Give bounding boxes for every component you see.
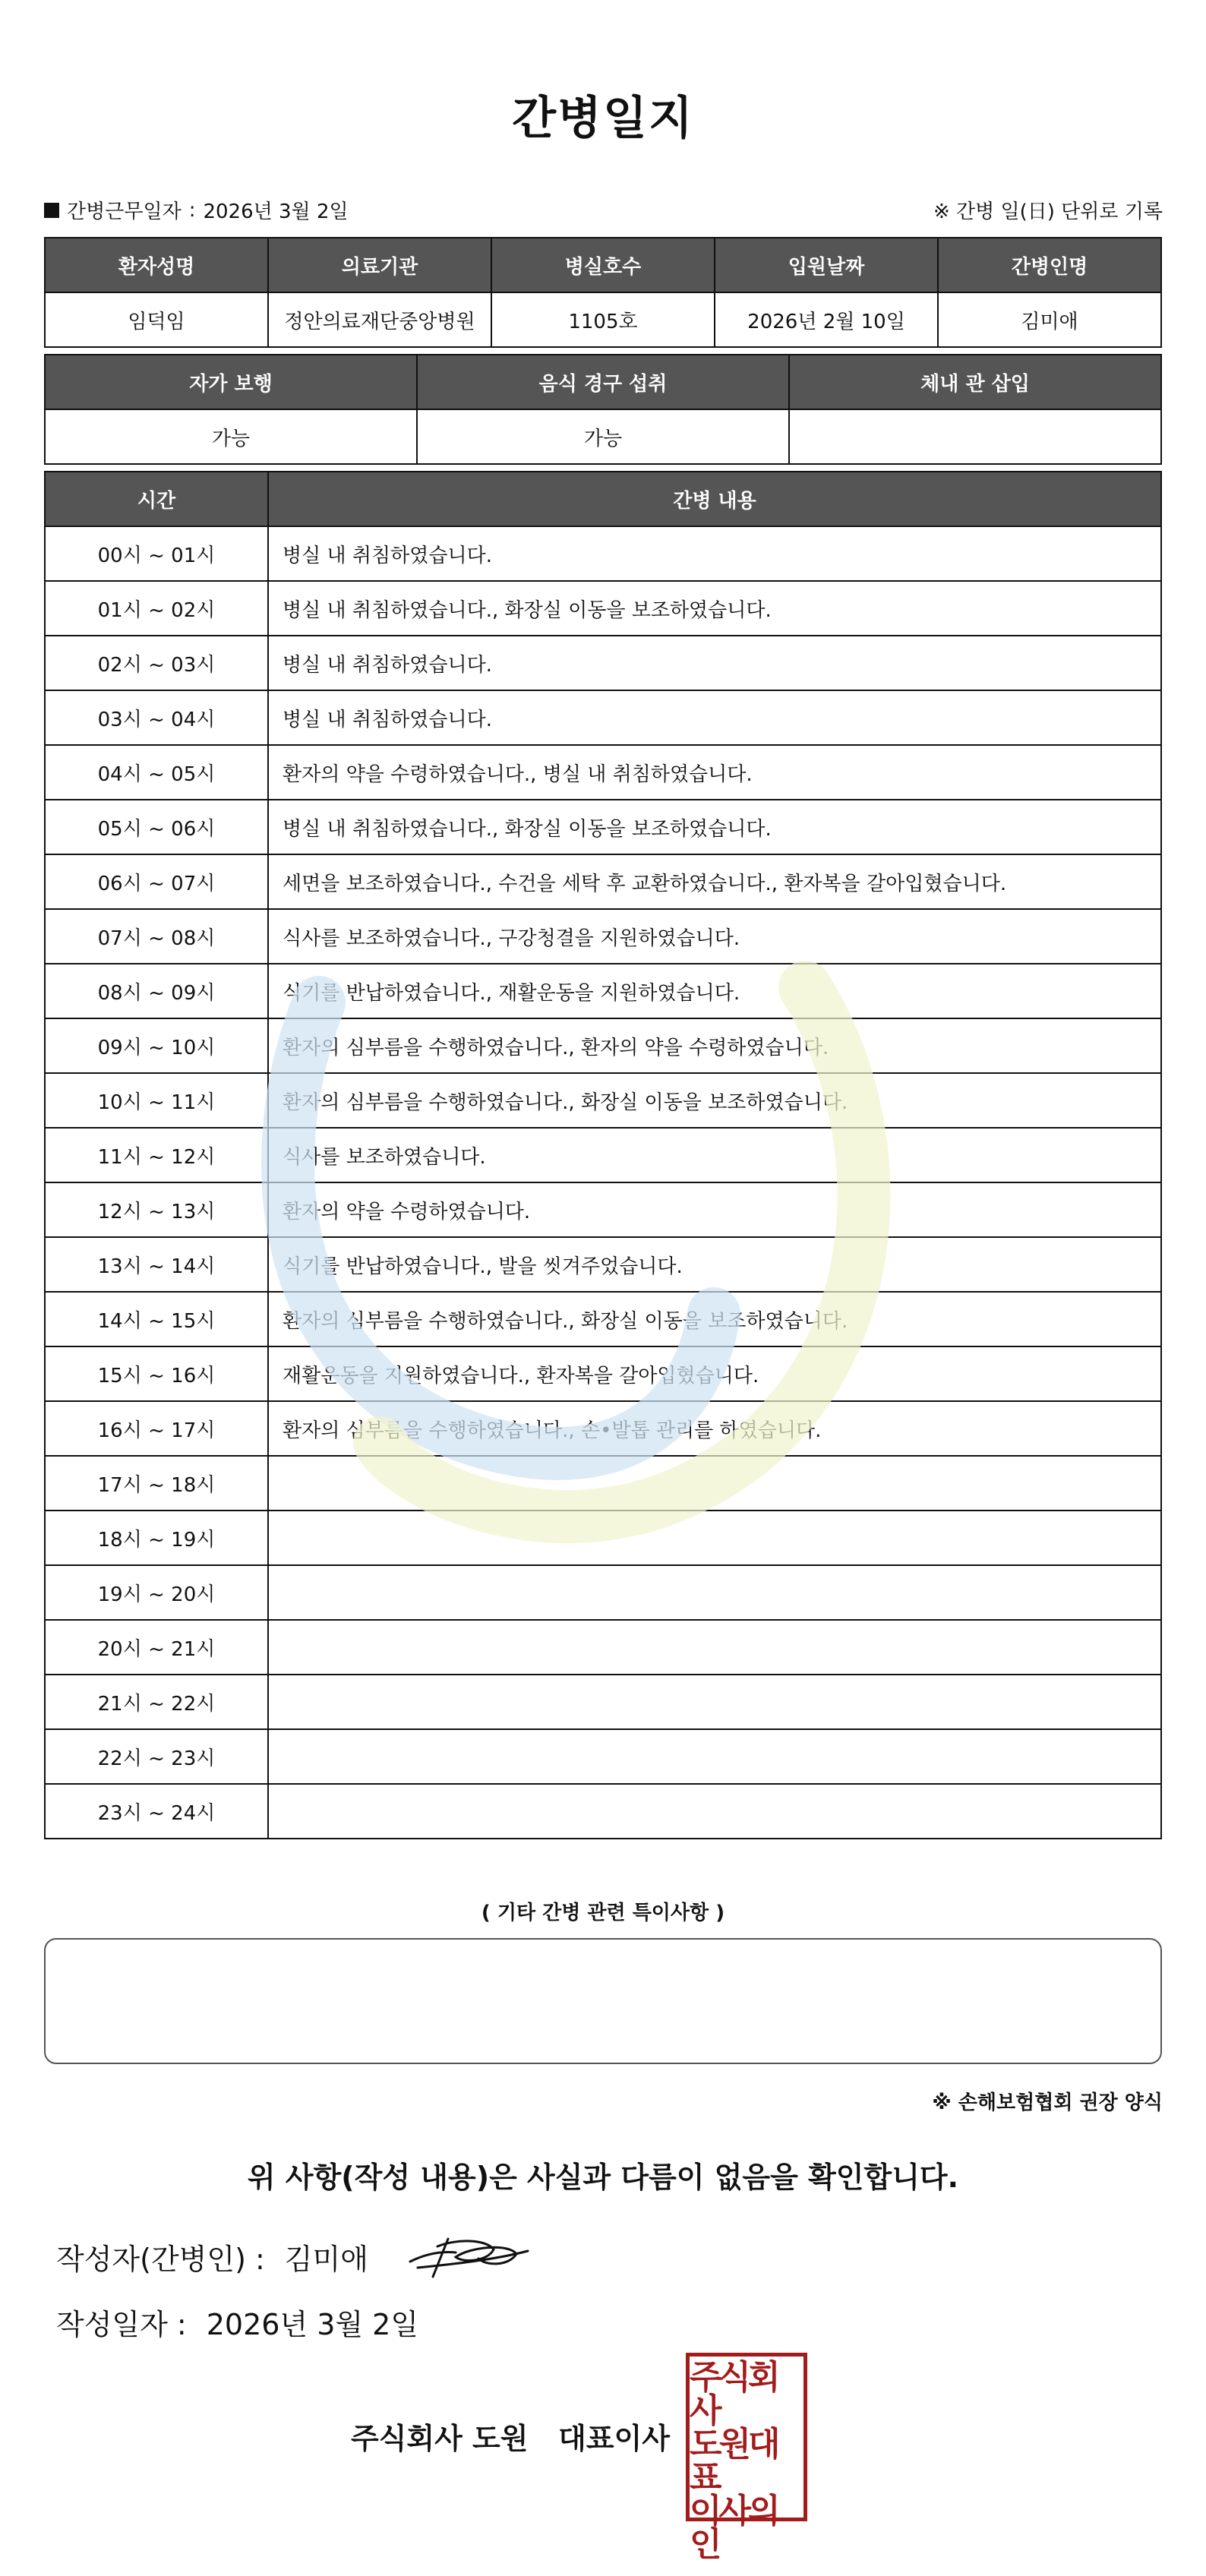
header-caregiver-name: 간병인명 xyxy=(938,238,1161,292)
care-content: 병실 내 취침하였습니다. xyxy=(268,690,1161,745)
time-slot: 04시 ~ 05시 xyxy=(45,745,268,800)
written-date-line xyxy=(56,2301,418,2343)
table-row xyxy=(45,1401,1161,1456)
time-slot: 17시 ~ 18시 xyxy=(45,1456,268,1511)
care-content: 병실 내 취침하였습니다. xyxy=(268,526,1161,581)
time-slot: 23시 ~ 24시 xyxy=(45,1784,268,1839)
time-slot: 02시 ~ 03시 xyxy=(45,636,268,690)
care-content: 병실 내 취침하였습니다. xyxy=(268,636,1161,690)
square-bullet-icon xyxy=(44,203,59,218)
time-slot: 03시 ~ 04시 xyxy=(45,690,268,745)
care-content xyxy=(268,1729,1161,1784)
care-content xyxy=(268,1784,1161,1839)
hospital-name: 정안의료재단중앙병원 xyxy=(268,292,491,347)
patient-name: 임덕임 xyxy=(45,292,268,347)
time-slot: 09시 ~ 10시 xyxy=(45,1018,268,1073)
writer-name: 김미애 xyxy=(284,2243,368,2276)
recommended-form-note: ※ 손해보험협회 권장 양식 xyxy=(932,2091,1163,2114)
time-slot: 08시 ~ 09시 xyxy=(45,964,268,1018)
time-slot: 14시 ~ 15시 xyxy=(45,1292,268,1346)
caregiver-name: 김미애 xyxy=(938,292,1161,347)
care-content: 식사를 보조하였습니다. xyxy=(268,1128,1161,1182)
work-date-label: 간병근무일자 xyxy=(67,200,182,223)
time-slot: 05시 ~ 06시 xyxy=(45,800,268,854)
header-hospital: 의료기관 xyxy=(268,238,491,292)
table-row xyxy=(45,636,1161,690)
remarks-box xyxy=(44,1938,1162,2064)
work-date xyxy=(44,196,349,224)
seal-row-1: 주식회사 xyxy=(690,2358,778,2430)
care-log-table xyxy=(44,471,1162,1839)
patient-info-table xyxy=(44,237,1162,348)
table-row xyxy=(45,1511,1161,1565)
table-row xyxy=(45,1128,1161,1182)
table-row xyxy=(45,800,1161,854)
header-patient-name: 환자성명 xyxy=(45,238,268,292)
table-row xyxy=(45,854,1161,909)
care-content xyxy=(268,1675,1161,1729)
company-representative: 주식회사 도원 대표이사 xyxy=(351,2422,670,2455)
time-slot: 00시 ~ 01시 xyxy=(45,526,268,581)
time-slot: 13시 ~ 14시 xyxy=(45,1237,268,1292)
table-row xyxy=(45,1073,1161,1128)
remarks-title: ( 기타 간병 관련 특이사항 ) xyxy=(481,1902,725,1924)
table-row xyxy=(45,1346,1161,1401)
time-slot: 07시 ~ 08시 xyxy=(45,909,268,964)
time-slot: 19시 ~ 20시 xyxy=(45,1565,268,1620)
writer-line xyxy=(56,2236,368,2278)
work-date-separator: : xyxy=(188,198,196,222)
record-unit-note: ※ 간병 일(日) 단위로 기록 xyxy=(933,200,1163,223)
table-row xyxy=(45,526,1161,581)
seal-row-3: 이사의인 xyxy=(690,2492,778,2564)
header-self-walking: 자가 보행 xyxy=(45,355,417,409)
time-slot: 20시 ~ 21시 xyxy=(45,1620,268,1675)
table-row xyxy=(45,690,1161,745)
header-care-content: 간병 내용 xyxy=(268,472,1161,526)
table-row xyxy=(45,964,1161,1018)
table-row xyxy=(45,1729,1161,1784)
written-date-label: 작성일자 : xyxy=(56,2308,187,2341)
confirmation-statement: 위 사항(작성 내용)은 사실과 다름이 없음을 확인합니다. xyxy=(247,2161,959,2194)
care-content: 환자의 심부름을 수행하였습니다., 화장실 이동을 보조하였습니다. xyxy=(268,1073,1161,1128)
care-content: 환자의 심부름을 수행하였습니다., 환자의 약을 수령하였습니다. xyxy=(268,1018,1161,1073)
room-number: 1105호 xyxy=(491,292,715,347)
table-row xyxy=(45,1182,1161,1237)
header-oral-intake: 음식 경구 섭취 xyxy=(417,355,789,409)
time-slot: 12시 ~ 13시 xyxy=(45,1182,268,1237)
care-content: 재활운동을 지원하였습니다., 환자복을 갈아입혔습니다. xyxy=(268,1346,1161,1401)
care-content xyxy=(268,1565,1161,1620)
table-row xyxy=(45,1237,1161,1292)
writer-label: 작성자(간병인) : xyxy=(56,2243,265,2276)
care-content: 환자의 심부름을 수행하였습니다., 손•발톱 관리를 하였습니다. xyxy=(268,1401,1161,1456)
care-content: 환자의 약을 수령하였습니다., 병실 내 취침하였습니다. xyxy=(268,745,1161,800)
care-content xyxy=(268,1511,1161,1565)
care-content: 환자의 약을 수령하였습니다. xyxy=(268,1182,1161,1237)
table-row xyxy=(45,1456,1161,1511)
seal-row-2: 도원대표 xyxy=(690,2425,778,2497)
time-slot: 11시 ~ 12시 xyxy=(45,1128,268,1182)
care-log-body xyxy=(45,526,1161,1839)
company-seal xyxy=(686,2353,807,2564)
table-row xyxy=(45,1018,1161,1073)
header-room: 병실호수 xyxy=(491,238,715,292)
self-walking-value: 가능 xyxy=(45,409,417,464)
care-content: 식기를 반납하였습니다., 발을 씻겨주었습니다. xyxy=(268,1237,1161,1292)
time-slot: 06시 ~ 07시 xyxy=(45,854,268,909)
page-title: 간병일지 xyxy=(512,92,694,145)
care-content: 병실 내 취침하였습니다., 화장실 이동을 보조하였습니다. xyxy=(268,800,1161,854)
care-content: 병실 내 취침하였습니다., 화장실 이동을 보조하였습니다. xyxy=(268,581,1161,636)
table-row xyxy=(45,1675,1161,1729)
table-row xyxy=(45,909,1161,964)
care-content: 식기를 반납하였습니다., 재활운동을 지원하였습니다. xyxy=(268,964,1161,1018)
table-row xyxy=(45,745,1161,800)
handwritten-signature xyxy=(403,2224,532,2284)
admission-date: 2026년 2월 10일 xyxy=(715,292,938,347)
time-slot: 15시 ~ 16시 xyxy=(45,1346,268,1401)
oral-intake-value: 가능 xyxy=(417,409,789,464)
header-admission-date: 입원날짜 xyxy=(715,238,938,292)
time-slot: 22시 ~ 23시 xyxy=(45,1729,268,1784)
table-row xyxy=(45,1620,1161,1675)
care-content: 환자의 심부름을 수행하였습니다., 화장실 이동을 보조하였습니다. xyxy=(268,1292,1161,1346)
table-row xyxy=(45,1784,1161,1839)
header-tube-insertion: 체내 관 삽입 xyxy=(789,355,1161,409)
time-slot: 18시 ~ 19시 xyxy=(45,1511,268,1565)
table-row xyxy=(45,581,1161,636)
time-slot: 21시 ~ 22시 xyxy=(45,1675,268,1729)
patient-status-table xyxy=(44,354,1162,465)
care-content xyxy=(268,1456,1161,1511)
time-slot: 10시 ~ 11시 xyxy=(45,1073,268,1128)
header-time: 시간 xyxy=(45,472,268,526)
table-row xyxy=(45,1565,1161,1620)
work-date-value: 2026년 3월 2일 xyxy=(203,200,349,223)
time-slot: 16시 ~ 17시 xyxy=(45,1401,268,1456)
written-date-value: 2026년 3월 2일 xyxy=(206,2308,419,2341)
care-content: 세면을 보조하였습니다., 수건을 세탁 후 교환하였습니다., 환자복을 갈아입혔습니다. xyxy=(268,854,1161,909)
time-slot: 01시 ~ 02시 xyxy=(45,581,268,636)
table-row xyxy=(45,1292,1161,1346)
care-content xyxy=(268,1620,1161,1675)
care-content: 식사를 보조하였습니다., 구강청결을 지원하였습니다. xyxy=(268,909,1161,964)
tube-insertion-value xyxy=(789,409,1161,464)
